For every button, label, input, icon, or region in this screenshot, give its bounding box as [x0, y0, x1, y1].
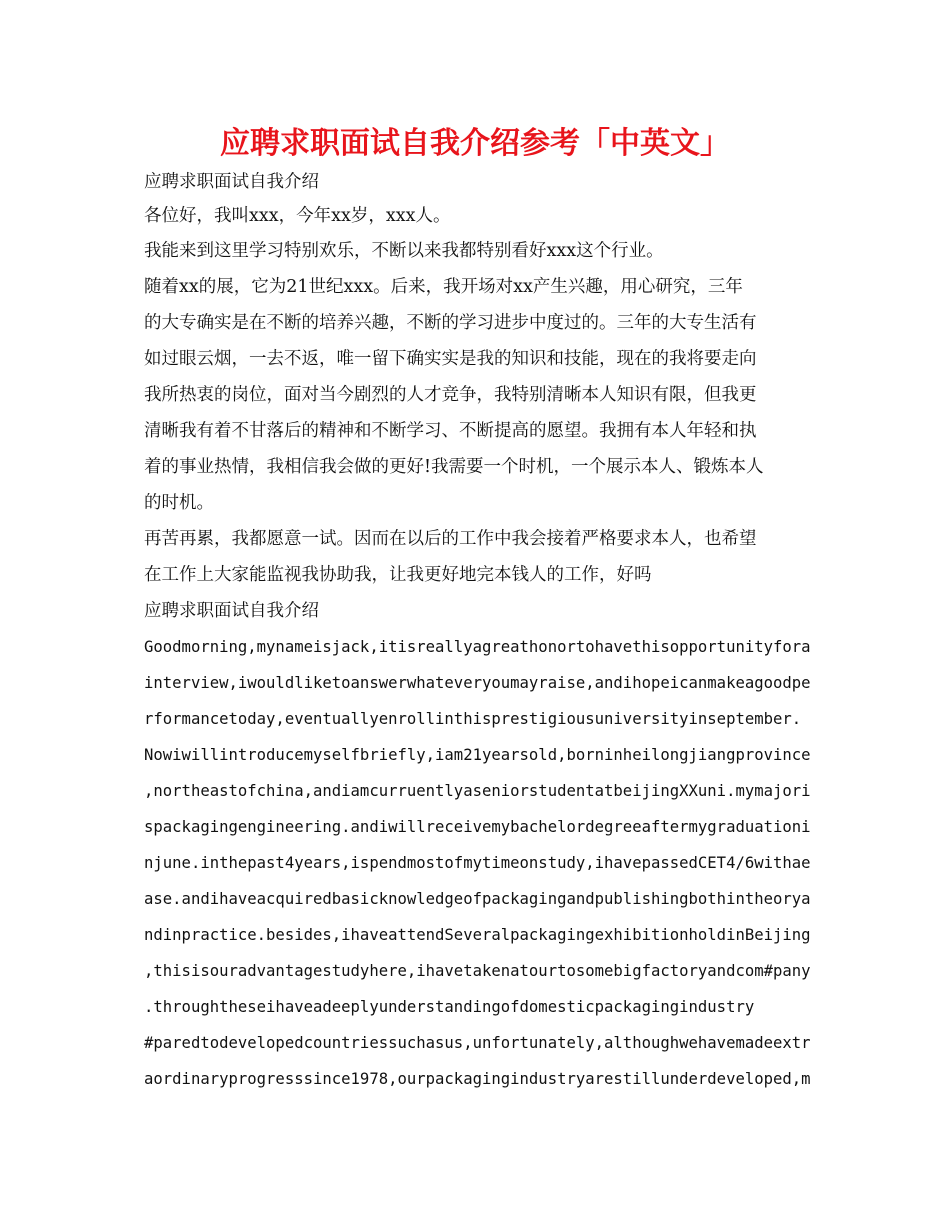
english-line: ,northeastofchina,andiamcurruentlyaseniorstudentatbeijingXXuni.mymajori: [144, 782, 811, 800]
english-line: ndinpractice.besides,ihaveattendSeveralpackagingexhibitionholdinBeijing: [144, 926, 811, 944]
english-line: ,thisisouradvantagestudyhere,ihavetakenatourtosomebigfactoryandcom#pany: [144, 962, 811, 980]
paragraph-line: 在工作上大家能监视我协助我，让我更好地完本钱人的工作，好吗: [144, 565, 652, 585]
paragraph-line: 的时机。: [144, 493, 214, 513]
english-line: #paredtodevelopedcountriessuchasus,unfortunately,althoughwehavemadeextr: [144, 1034, 811, 1052]
section-heading-cn: 应聘求职面试自我介绍: [144, 172, 319, 192]
english-line: ase.andihaveacquiredbasicknowledgeofpackagingandpublishingbothintheorya: [144, 890, 811, 908]
paragraph-line: 我能来到这里学习特别欢乐，不断以来我都特别看好xxx这个行业。: [144, 241, 664, 261]
english-line: interview,iwouldliketoanswerwhateveryoumayraise,andihopeicanmakeagoodpe: [144, 674, 811, 692]
paragraph-line: 随着xx的展，它为21世纪xxx。后来，我开场对xx产生兴趣，用心研究，三年: [144, 277, 743, 297]
english-line: aordinaryprogresssince1978,ourpackagingindustryarestillunderdeveloped,m: [144, 1070, 811, 1088]
paragraph-line: 各位好，我叫xxx，今年xx岁，xxx人。: [144, 206, 451, 226]
english-line: spackagingengineering.andiwillreceivemybachelordegreeaftermygraduationi: [144, 818, 811, 836]
english-line: rformancetoday,eventuallyenrollinthisprestigiousuniversityinseptember.: [144, 710, 802, 728]
paragraph-line: 着的事业热情，我相信我会做的更好!我需要一个时机，一个展示本人、锻炼本人: [144, 457, 764, 477]
paragraph-line: 的大专确实是在不断的培养兴趣，不断的学习进步中度过的。三年的大专生活有: [144, 313, 757, 333]
paragraph-line: 清晰我有着不甘落后的精神和不断学习、不断提高的愿望。我拥有本人年轻和执: [144, 421, 757, 441]
document-title: 应聘求职面试自我介绍参考「中英文」: [220, 126, 730, 161]
section-heading-cn: 应聘求职面试自我介绍: [144, 601, 319, 621]
english-line: Goodmorning,mynameisjack,itisreallyagreathonortohavethisopportunityfora: [144, 638, 811, 656]
paragraph-line: 再苦再累，我都愿意一试。因而在以后的工作中我会接着严格要求本人，也希望: [144, 529, 757, 549]
paragraph-line: 我所热衷的岗位，面对当今剧烈的人才竞争，我特别清晰本人知识有限，但我更: [144, 385, 757, 405]
english-line: .throughtheseihaveadeeplyunderstandingofdomesticpackagingindustry: [144, 998, 755, 1016]
paragraph-line: 如过眼云烟，一去不返，唯一留下确实实是我的知识和技能，现在的我将要走向: [144, 349, 757, 369]
english-line: njune.inthepast4years,ispendmostofmytimeonstudy,ihavepassedCET4/6withae: [144, 854, 811, 872]
english-line: Nowiwillintroducemyselfbriefly,iam21yearsold,borninheilongjiangprovince: [144, 746, 811, 764]
